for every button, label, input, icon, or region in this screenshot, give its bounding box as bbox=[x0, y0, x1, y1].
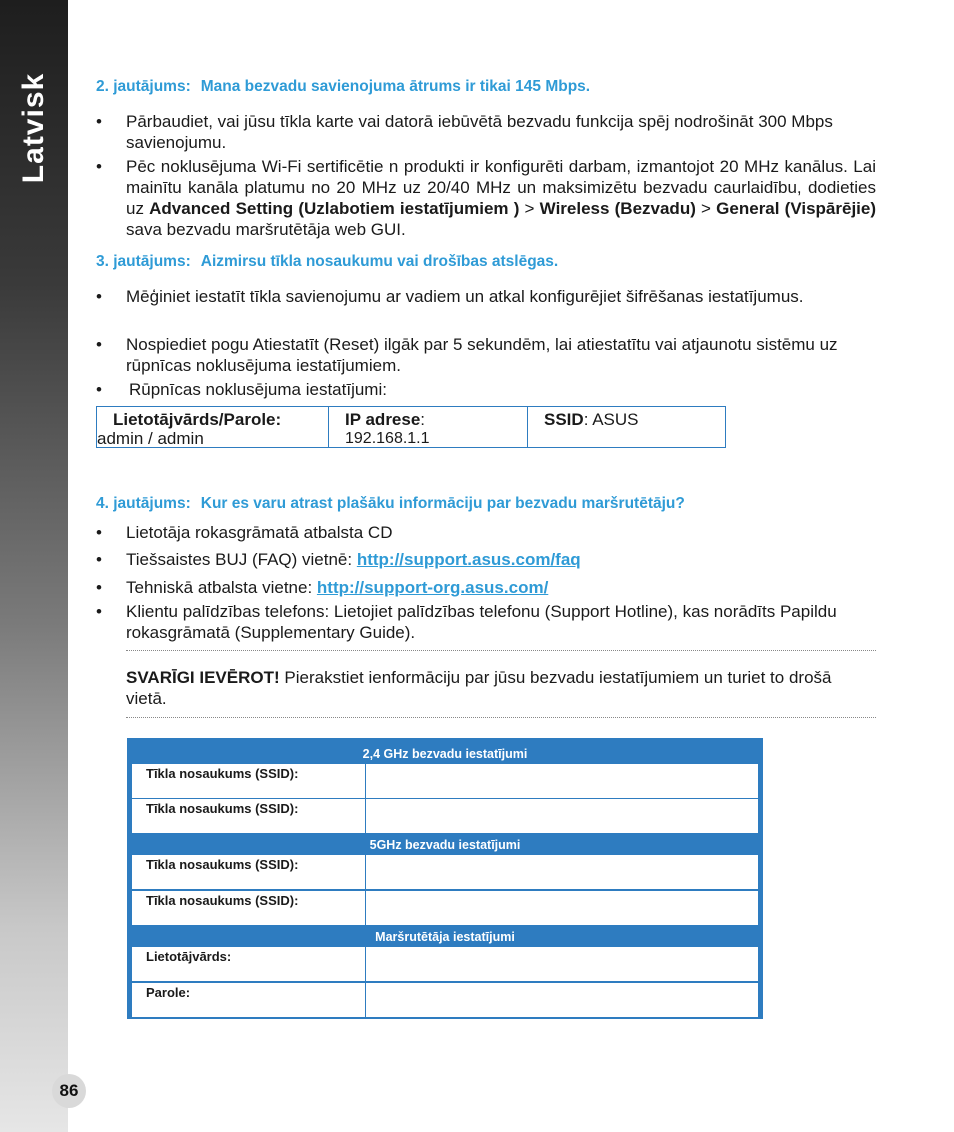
support-intro: Tehniskā atbalsta vietne: bbox=[126, 578, 317, 597]
credentials-label: Lietotājvārds/Parole: bbox=[113, 410, 282, 429]
q2-bullet-2-intro: Pēc noklusējuma Wi-Fi sertificētie n produkti ir konfigurēti darbam, izmantojot 20 MHz kanālus. Lai mainītu kanāla platumu no 20 MHz uz 20/40 MHz un maksimizētu bezvadu caurlaidību, dodieties uz bbox=[126, 157, 876, 218]
bullet-icon: • bbox=[96, 578, 102, 597]
important-text: Pierakstiet ienformāciju par jūsu bezvadu iestatījumiem un turiet to drošā vietā. bbox=[126, 668, 832, 708]
list-item bbox=[96, 522, 876, 543]
question-4-heading bbox=[96, 495, 685, 513]
ip-colon: : bbox=[420, 410, 426, 429]
password-label: Parole: bbox=[132, 983, 366, 1017]
table-row bbox=[132, 799, 758, 833]
q3-bullet-1-text: Mēģiniet iestatīt tīkla savienojumu ar vadiem un atkal konfigurējiet šifrēšanas iestatījumus. bbox=[126, 287, 804, 306]
list-item bbox=[96, 334, 876, 376]
q4-bullet-1-text: Lietotāja rokasgrāmatā atbalsta CD bbox=[126, 523, 393, 542]
table-row bbox=[132, 764, 758, 798]
list-item bbox=[96, 549, 876, 570]
list-item bbox=[96, 286, 876, 307]
question-4-number: 4. jautājums: bbox=[96, 495, 191, 512]
ssid-label: SSID bbox=[544, 410, 584, 429]
table-row bbox=[132, 947, 758, 981]
bullet-icon: • bbox=[96, 335, 102, 354]
default-credentials-cell bbox=[97, 407, 329, 447]
advanced-setting-path: Advanced Setting (Uzlabotiem iestatījumiem ) bbox=[149, 199, 520, 218]
section-header-24ghz: 2,4 GHz bezvadu iestatījumi bbox=[362, 747, 528, 761]
path-separator: > bbox=[519, 199, 540, 218]
general-path: General (Vispārējie) bbox=[716, 199, 877, 218]
list-item bbox=[96, 577, 876, 598]
question-2-number: 2. jautājums: bbox=[96, 78, 191, 95]
page-number: 86 bbox=[52, 1074, 86, 1108]
wireless-settings-table bbox=[127, 738, 763, 1019]
bullet-icon: • bbox=[96, 112, 102, 131]
section-header-5ghz: 5GHz bezvadu iestatījumi bbox=[369, 838, 521, 852]
username-value-field[interactable] bbox=[366, 947, 758, 981]
q2-bullet-2-text bbox=[126, 156, 876, 240]
question-2-title: Mana bezvadu savienojuma ātrums ir tikai 145 Mbps. bbox=[200, 78, 591, 95]
q4-bullet-4-text: Klientu palīdzības telefons: Lietojiet palīdzības telefonu (Support Hotline), kas norādīts Papildu rokasgrāmatā (Supplementary Guide). bbox=[126, 602, 837, 642]
list-item bbox=[96, 156, 876, 240]
divider bbox=[126, 650, 876, 651]
faq-link[interactable]: http://support.asus.com/faq bbox=[356, 550, 581, 569]
credentials-value: admin / admin bbox=[97, 429, 204, 448]
bullet-icon: • bbox=[96, 550, 102, 569]
bullet-icon: • bbox=[96, 523, 102, 542]
faq-intro: Tiešsaistes BUJ (FAQ) vietnē: bbox=[126, 550, 357, 569]
ssid-value: : ASUS bbox=[583, 410, 639, 429]
ssid-value-field[interactable] bbox=[366, 891, 758, 925]
path-separator: > bbox=[695, 199, 717, 218]
default-settings-table bbox=[96, 406, 726, 448]
ip-label: IP adrese bbox=[345, 410, 421, 429]
bullet-icon: • bbox=[96, 287, 102, 306]
list-item bbox=[96, 601, 876, 643]
q3-bullet-3-text: Rūpnīcas noklusējuma iestatījumi: bbox=[129, 380, 387, 399]
question-4-title: Kur es varu atrast plašāku informāciju par bezvadu maršrutētāju? bbox=[200, 495, 685, 512]
important-label: SVARĪGI IEVĒROT! bbox=[126, 668, 280, 687]
question-2-heading bbox=[96, 78, 590, 96]
password-value-field[interactable] bbox=[366, 983, 758, 1017]
list-item bbox=[96, 379, 876, 400]
q4-bullet-2-text bbox=[126, 549, 876, 570]
q4-bullet-3-text bbox=[126, 577, 876, 598]
sidebar-language-title: Latvisk bbox=[17, 72, 50, 184]
q2-bullet-1-text: Pārbaudiet, vai jūsu tīkla karte vai datorā iebūvētā bezvadu funkcija spēj nodrošināt 300 Mbps savienojumu. bbox=[126, 112, 833, 152]
language-sidebar bbox=[0, 0, 68, 1132]
ip-value: 192.168.1.1 bbox=[345, 430, 430, 447]
bullet-icon: • bbox=[96, 157, 102, 176]
ssid-label-24-1: Tīkla nosaukums (SSID): bbox=[132, 764, 366, 798]
section-header-router: Maršrutētāja iestatījumi bbox=[375, 930, 515, 944]
ssid-value-field[interactable] bbox=[366, 799, 758, 833]
table-row bbox=[132, 855, 758, 889]
default-ip-cell bbox=[329, 407, 528, 447]
bullet-icon: • bbox=[96, 602, 102, 621]
ssid-label-24-2: Tīkla nosaukums (SSID): bbox=[132, 799, 366, 833]
wireless-path: Wireless (Bezvadu) bbox=[539, 199, 696, 218]
table-row bbox=[132, 891, 758, 925]
question-3-heading bbox=[96, 253, 558, 271]
ssid-label-5-1: Tīkla nosaukums (SSID): bbox=[132, 855, 366, 889]
list-item bbox=[96, 111, 876, 153]
question-3-title: Aizmirsu tīkla nosaukumu vai drošības atslēgas. bbox=[200, 253, 559, 270]
question-3-number: 3. jautājums: bbox=[96, 253, 191, 270]
default-ssid-cell bbox=[528, 407, 725, 447]
q3-bullet-2-text: Nospiediet pogu Atiestatīt (Reset) ilgāk par 5 sekundēm, lai atiestatītu vai atjaunotu sistēmu uz rūpnīcas noklusējuma iestatījumiem. bbox=[126, 335, 838, 375]
support-link[interactable]: http://support-org.asus.com/ bbox=[316, 578, 549, 597]
q2-bullet-2-outro: sava bezvadu maršrutētāja web GUI. bbox=[126, 220, 406, 239]
ssid-value-field[interactable] bbox=[366, 855, 758, 889]
table-row bbox=[132, 983, 758, 1017]
divider bbox=[126, 717, 876, 718]
bullet-icon: • bbox=[96, 380, 102, 399]
username-label: Lietotājvārds: bbox=[132, 947, 366, 981]
important-note bbox=[126, 667, 874, 709]
ssid-value-field[interactable] bbox=[366, 764, 758, 798]
ssid-label-5-2: Tīkla nosaukums (SSID): bbox=[132, 891, 366, 925]
